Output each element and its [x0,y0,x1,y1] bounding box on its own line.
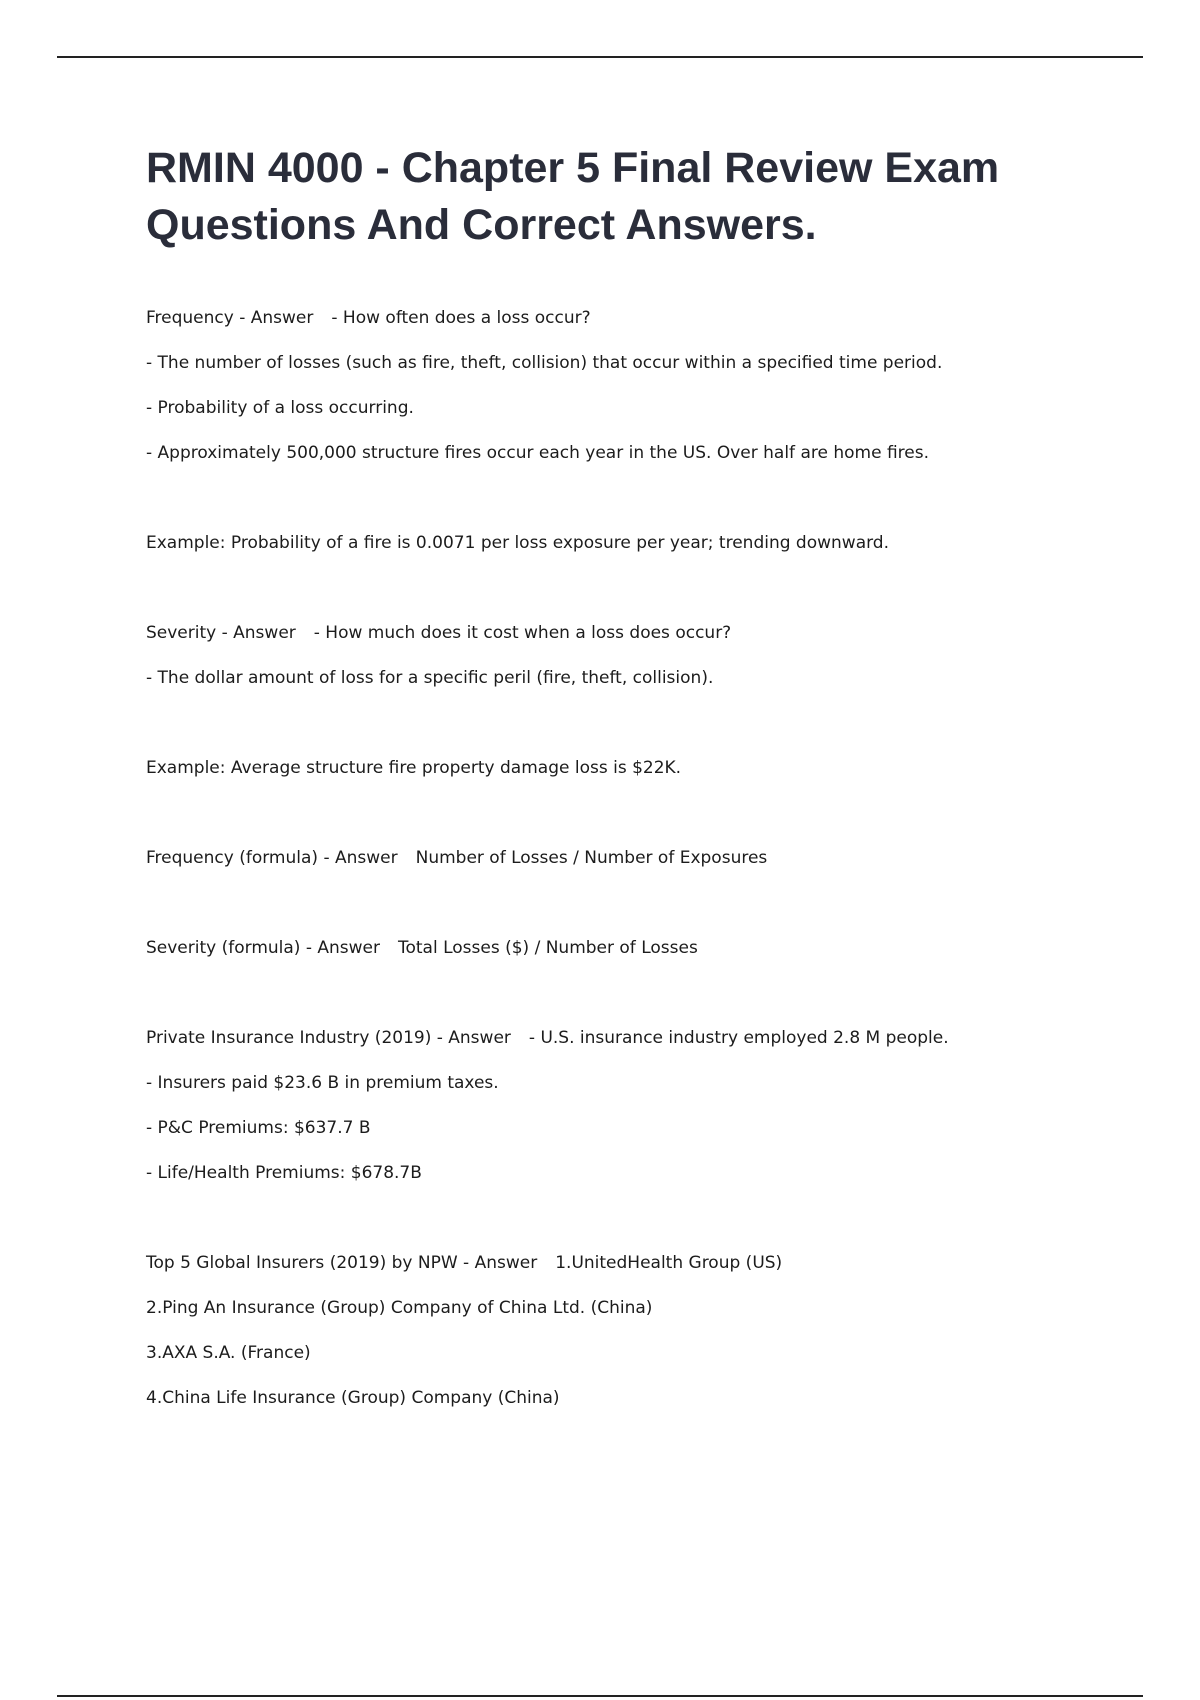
entry-separator [146,881,1106,926]
qa-entry [146,836,1106,881]
qa-entry-first-line [146,926,1106,971]
qa-answer-text: - How often does a loss occur? [331,308,591,328]
blank-line [146,701,1106,746]
qa-answer-text: - U.S. insurance industry employed 2.8 M people. [528,1028,949,1048]
entry-separator [146,566,1106,611]
blank-line [146,476,1106,521]
qa-answer-line: - Probability of a loss occurring. [146,398,414,418]
top-rule [57,56,1143,58]
qa-term: Frequency - Answer [146,308,314,328]
qa-answer-line: 2.Ping An Insurance (Group) Company of China Ltd. (China) [146,1298,653,1318]
qa-entry [146,611,1106,791]
entry-separator [146,971,1106,1016]
qa-answer-line: - The dollar amount of loss for a specific peril (fire, theft, collision). [146,668,714,688]
entry-separator [146,1196,1106,1241]
qa-entry-first-line [146,296,1106,341]
qa-answer-text: Number of Losses / Number of Exposures [415,848,768,868]
qa-answer-text: - How much does it cost when a loss does occur? [313,623,732,643]
qa-answer-line: Example: Probability of a fire is 0.0071 per loss exposure per year; trending downward. [146,533,890,553]
qa-answer-text: 1.UnitedHealth Group (US) [555,1253,783,1273]
qa-list [146,296,1106,1421]
entry-separator [146,791,1106,836]
qa-entry-first-line [146,611,1106,656]
qa-entry-first-line [146,1016,1106,1061]
qa-answer-line: - P&C Premiums: $637.7 B [146,1118,371,1138]
qa-answer-line: - Life/Health Premiums: $678.7B [146,1163,422,1183]
qa-answer-line: - The number of losses (such as fire, theft, collision) that occur within a specified time period. [146,353,943,373]
qa-term: Severity - Answer [146,623,296,643]
document-title: RMIN 4000 - Chapter 5 Final Review Exam Questions And Correct Answers. [146,144,1000,249]
qa-answer-text: Total Losses ($) / Number of Losses [397,938,698,958]
qa-answer-line: Example: Average structure fire property damage loss is $22K. [146,758,682,778]
qa-term: Top 5 Global Insurers (2019) by NPW - Answer [146,1253,538,1273]
qa-answer-line: 3.AXA S.A. (France) [146,1343,311,1363]
qa-entry [146,1241,1106,1421]
qa-entry [146,296,1106,566]
qa-answer-line: 4.China Life Insurance (Group) Company (China) [146,1388,560,1408]
bottom-rule [57,1695,1143,1697]
qa-term: Frequency (formula) - Answer [146,848,398,868]
qa-term: Severity (formula) - Answer [146,938,380,958]
qa-entry-first-line [146,836,1106,881]
qa-answer-line: - Insurers paid $23.6 B in premium taxes. [146,1073,499,1093]
qa-entry [146,1016,1106,1196]
document-body [146,140,1106,1421]
qa-entry-first-line [146,1241,1106,1286]
qa-term: Private Insurance Industry (2019) - Answer [146,1028,511,1048]
qa-entry [146,926,1106,971]
qa-answer-line: - Approximately 500,000 structure fires occur each year in the US. Over half are home fires. [146,443,929,463]
